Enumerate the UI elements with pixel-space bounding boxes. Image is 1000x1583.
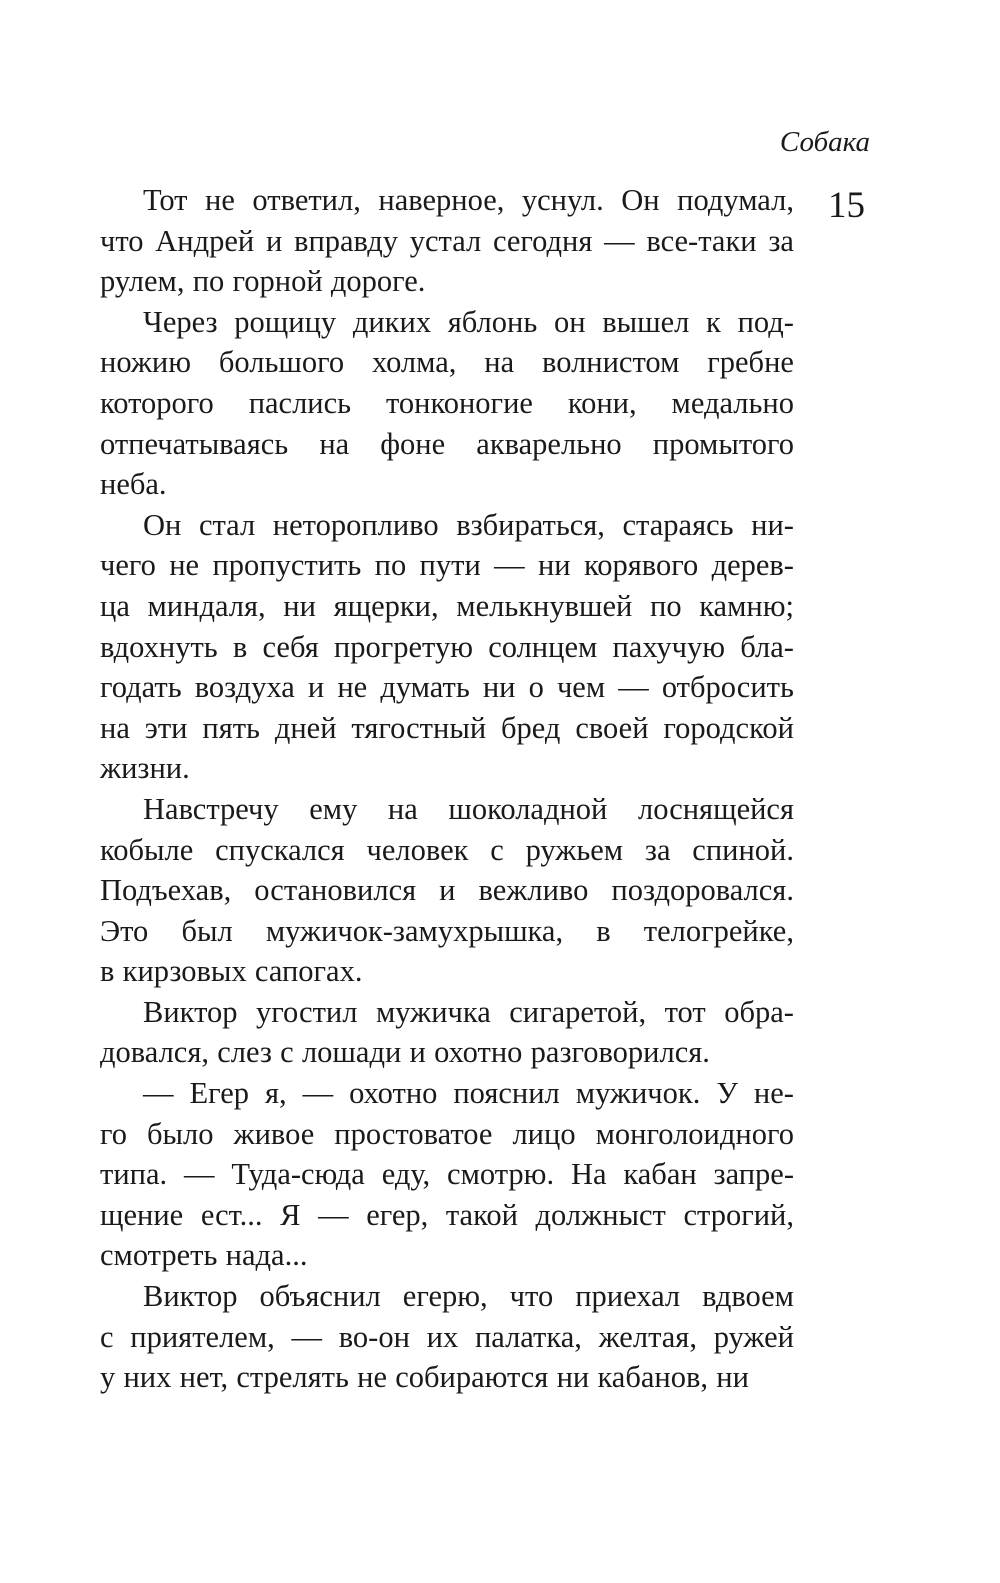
paragraph	[100, 992, 794, 1073]
text-line: вдохнуть в себя прогретую солнцем пахучую бла-	[100, 629, 794, 664]
paragraph	[100, 505, 794, 789]
page-number: 15	[828, 185, 865, 226]
text-line: что Андрей и вправду устал сегодня — все-таки за	[100, 223, 794, 258]
text-line: неба.	[100, 467, 167, 502]
text-line: — Егер я, — охотно пояснил мужичок. У не-	[143, 1076, 794, 1111]
text-line: щение ест... Я — егер, такой должныст строгий,	[100, 1197, 794, 1232]
text-line: довался, слез с лошади и охотно разговорился.	[100, 1035, 710, 1070]
paragraph	[100, 1276, 794, 1398]
body-text	[100, 180, 794, 1398]
text-line: Это был мужичок-замухрышка, в телогрейке,	[100, 913, 794, 948]
text-line: отпечатываясь на фоне акварельно промытого	[100, 426, 794, 461]
text-line: которого паслись тонконогие кони, медально	[100, 385, 794, 420]
text-line: Навстречу ему на шоколадной лоснящейся	[143, 791, 794, 826]
text-line: рулем, по горной дороге.	[100, 264, 426, 299]
text-line: жизни.	[100, 751, 190, 786]
text-line: типа. — Туда-сюда еду, смотрю. На кабан запре-	[100, 1157, 794, 1192]
text-line: кобыле спускался человек с ружьем за спиной.	[100, 832, 794, 867]
paragraph	[100, 180, 794, 302]
text-line: ца миндаля, ни ящерки, мелькнувшей по камню;	[100, 588, 794, 623]
text-line: годать воздуха и не думать ни о чем — отбросить	[100, 670, 794, 705]
text-line: Он стал неторопливо взбираться, стараясь ни-	[143, 507, 794, 542]
text-line: в кирзовых сапогах.	[100, 954, 363, 989]
text-line: ножию большого холма, на волнистом гребне	[100, 345, 794, 380]
text-line: Виктор угостил мужичка сигаретой, тот обра-	[143, 994, 794, 1029]
text-line: Подъехав, остановился и вежливо поздоровался.	[100, 873, 794, 908]
text-line: Виктор объяснил егерю, что приехал вдвоем	[143, 1279, 794, 1314]
text-line: чего не пропустить по пути — ни корявого дерев-	[100, 548, 794, 583]
text-line: Тот не ответил, наверное, уснул. Он подумал,	[143, 183, 794, 217]
text-line: на эти пять дней тягостный бред своей городской	[100, 710, 794, 745]
text-line: го было живое простоватое лицо монголоидного	[100, 1116, 794, 1151]
paragraph	[100, 1073, 794, 1276]
paragraph	[100, 789, 794, 992]
running-head-title: Собака	[779, 126, 870, 158]
text-line: с приятелем, — во-он их палатка, желтая, ружей	[100, 1319, 794, 1354]
paragraph	[100, 302, 794, 505]
text-line: Через рощицу диких яблонь он вышел к под-	[143, 304, 794, 339]
text-line: смотреть нада...	[100, 1238, 308, 1273]
text-line: у них нет, стрелять не собираются ни кабанов, ни	[100, 1360, 749, 1395]
